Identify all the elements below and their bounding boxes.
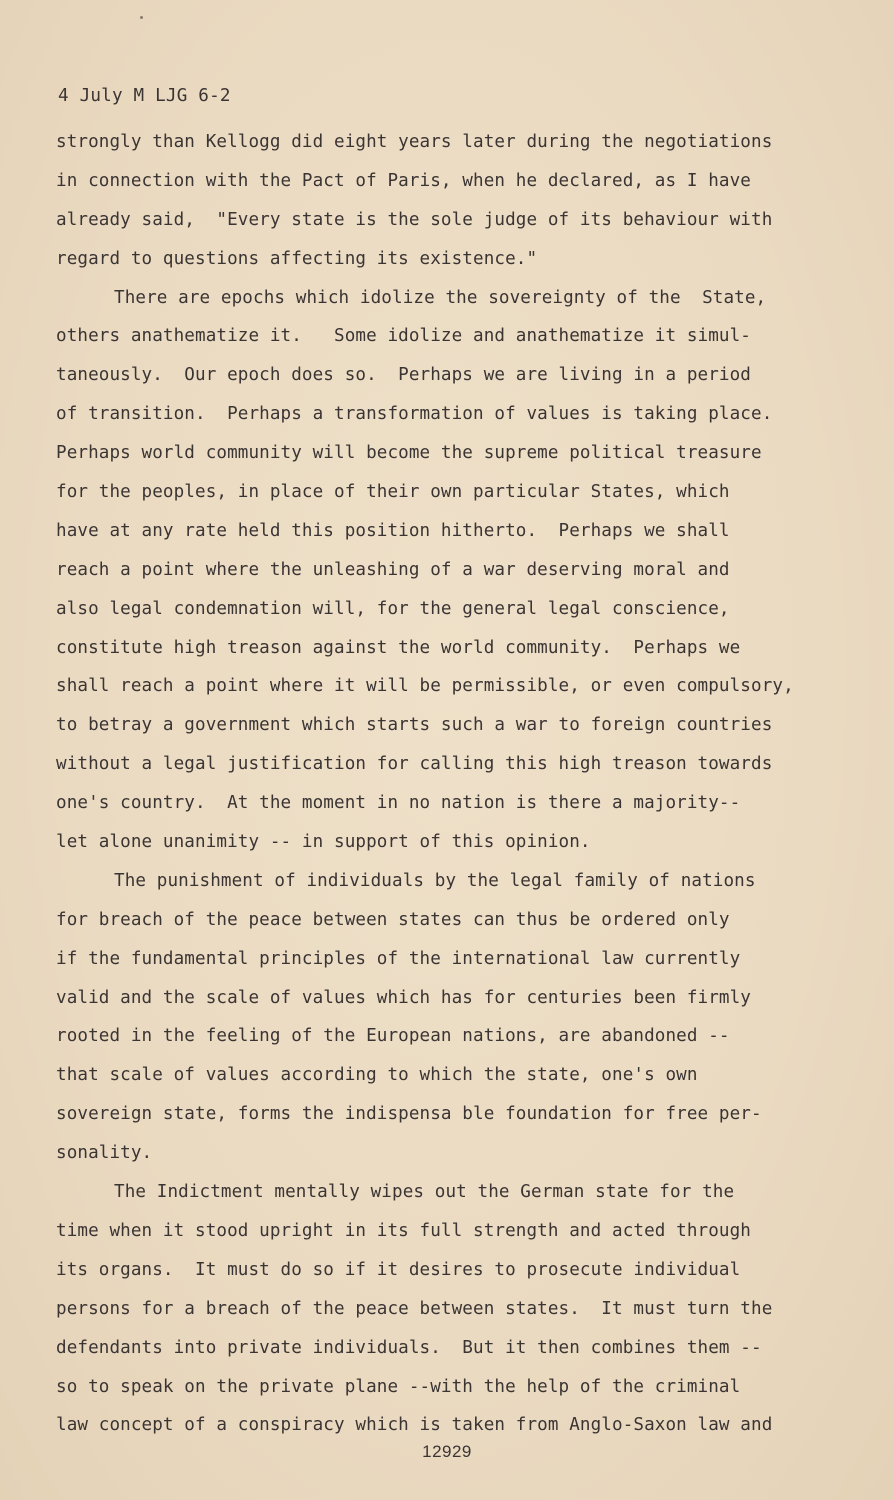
text-line: There are epochs which idolize the sovereignty of the State,: [114, 287, 767, 308]
text-line: so to speak on the private plane --with the help of the criminal: [56, 1376, 741, 1397]
text-line: persons for a breach of the peace between states. It must turn the: [56, 1298, 773, 1319]
text-line: law concept of a conspiracy which is taken from Anglo-Saxon law and: [56, 1415, 773, 1436]
text-line: that scale of values according to which the state, one's own: [56, 1065, 698, 1086]
text-line: strongly than Kellogg did eight years later during the negotiations: [56, 132, 773, 152]
text-line: to betray a government which starts such a war to foreign countries: [56, 715, 773, 736]
ink-speck: [140, 16, 143, 19]
text-line: in connection with the Pact of Paris, when he declared, as I have: [56, 170, 752, 191]
text-line: others anathematize it. Some idolize and anathematize it simul-: [56, 326, 752, 347]
text-line: without a legal justification for calling this high treason towards: [56, 754, 773, 775]
text-line: if the fundamental principles of the international law currently: [56, 948, 741, 969]
text-line: for breach of the peace between states can thus be ordered only: [56, 909, 730, 930]
page-header: 4 July M LJG 6-2: [58, 86, 231, 106]
text-line: defendants into private individuals. But it then combines them --: [56, 1337, 762, 1358]
text-line: sovereign state, forms the indispensa ble foundation for free per-: [56, 1104, 762, 1125]
text-line: valid and the scale of values which has for centuries been firmly: [56, 987, 752, 1008]
text-line: time when it stood upright in its full strength and acted through: [56, 1220, 752, 1241]
text-line: its organs. It must do so if it desires to prosecute individual: [56, 1259, 741, 1280]
text-line: for the peoples, in place of their own particular States, which: [56, 482, 730, 503]
text-line: also legal condemnation will, for the general legal conscience,: [56, 598, 730, 619]
text-line: have at any rate held this position hitherto. Perhaps we shall: [56, 520, 730, 541]
text-line: reach a point where the unleashing of a war deserving moral and: [56, 559, 730, 580]
text-line: of transition. Perhaps a transformation of values is taking place.: [56, 404, 773, 425]
text-line: one's country. At the moment in no nation is there a majority--: [56, 793, 741, 814]
paragraph: [56, 279, 846, 862]
text-line: shall reach a point where it will be permissible, or even compulsory,: [56, 676, 794, 697]
text-line: sonality.: [56, 1143, 153, 1164]
text-line: already said, "Every state is the sole judge of its behaviour with: [56, 209, 773, 230]
text-line: rooted in the feeling of the European nations, are abandoned --: [56, 1026, 730, 1047]
page-number: 12929: [422, 1442, 472, 1461]
text-line: constitute high treason against the world community. Perhaps we: [56, 637, 741, 658]
text-line: let alone unanimity -- in support of this opinion.: [56, 832, 591, 853]
paragraph: [56, 862, 846, 1173]
text-line: The Indictment mentally wipes out the German state for the: [114, 1182, 735, 1203]
text-line: regard to questions affecting its existence.": [56, 248, 538, 269]
text-line: Perhaps world community will become the supreme political treasure: [56, 443, 762, 464]
body-text: [56, 123, 846, 1445]
text-line: taneously. Our epoch does so. Perhaps we are living in a period: [56, 365, 752, 386]
paragraph: [56, 1173, 846, 1445]
paragraph: [56, 123, 846, 279]
text-line: The punishment of individuals by the legal family of nations: [114, 870, 756, 891]
